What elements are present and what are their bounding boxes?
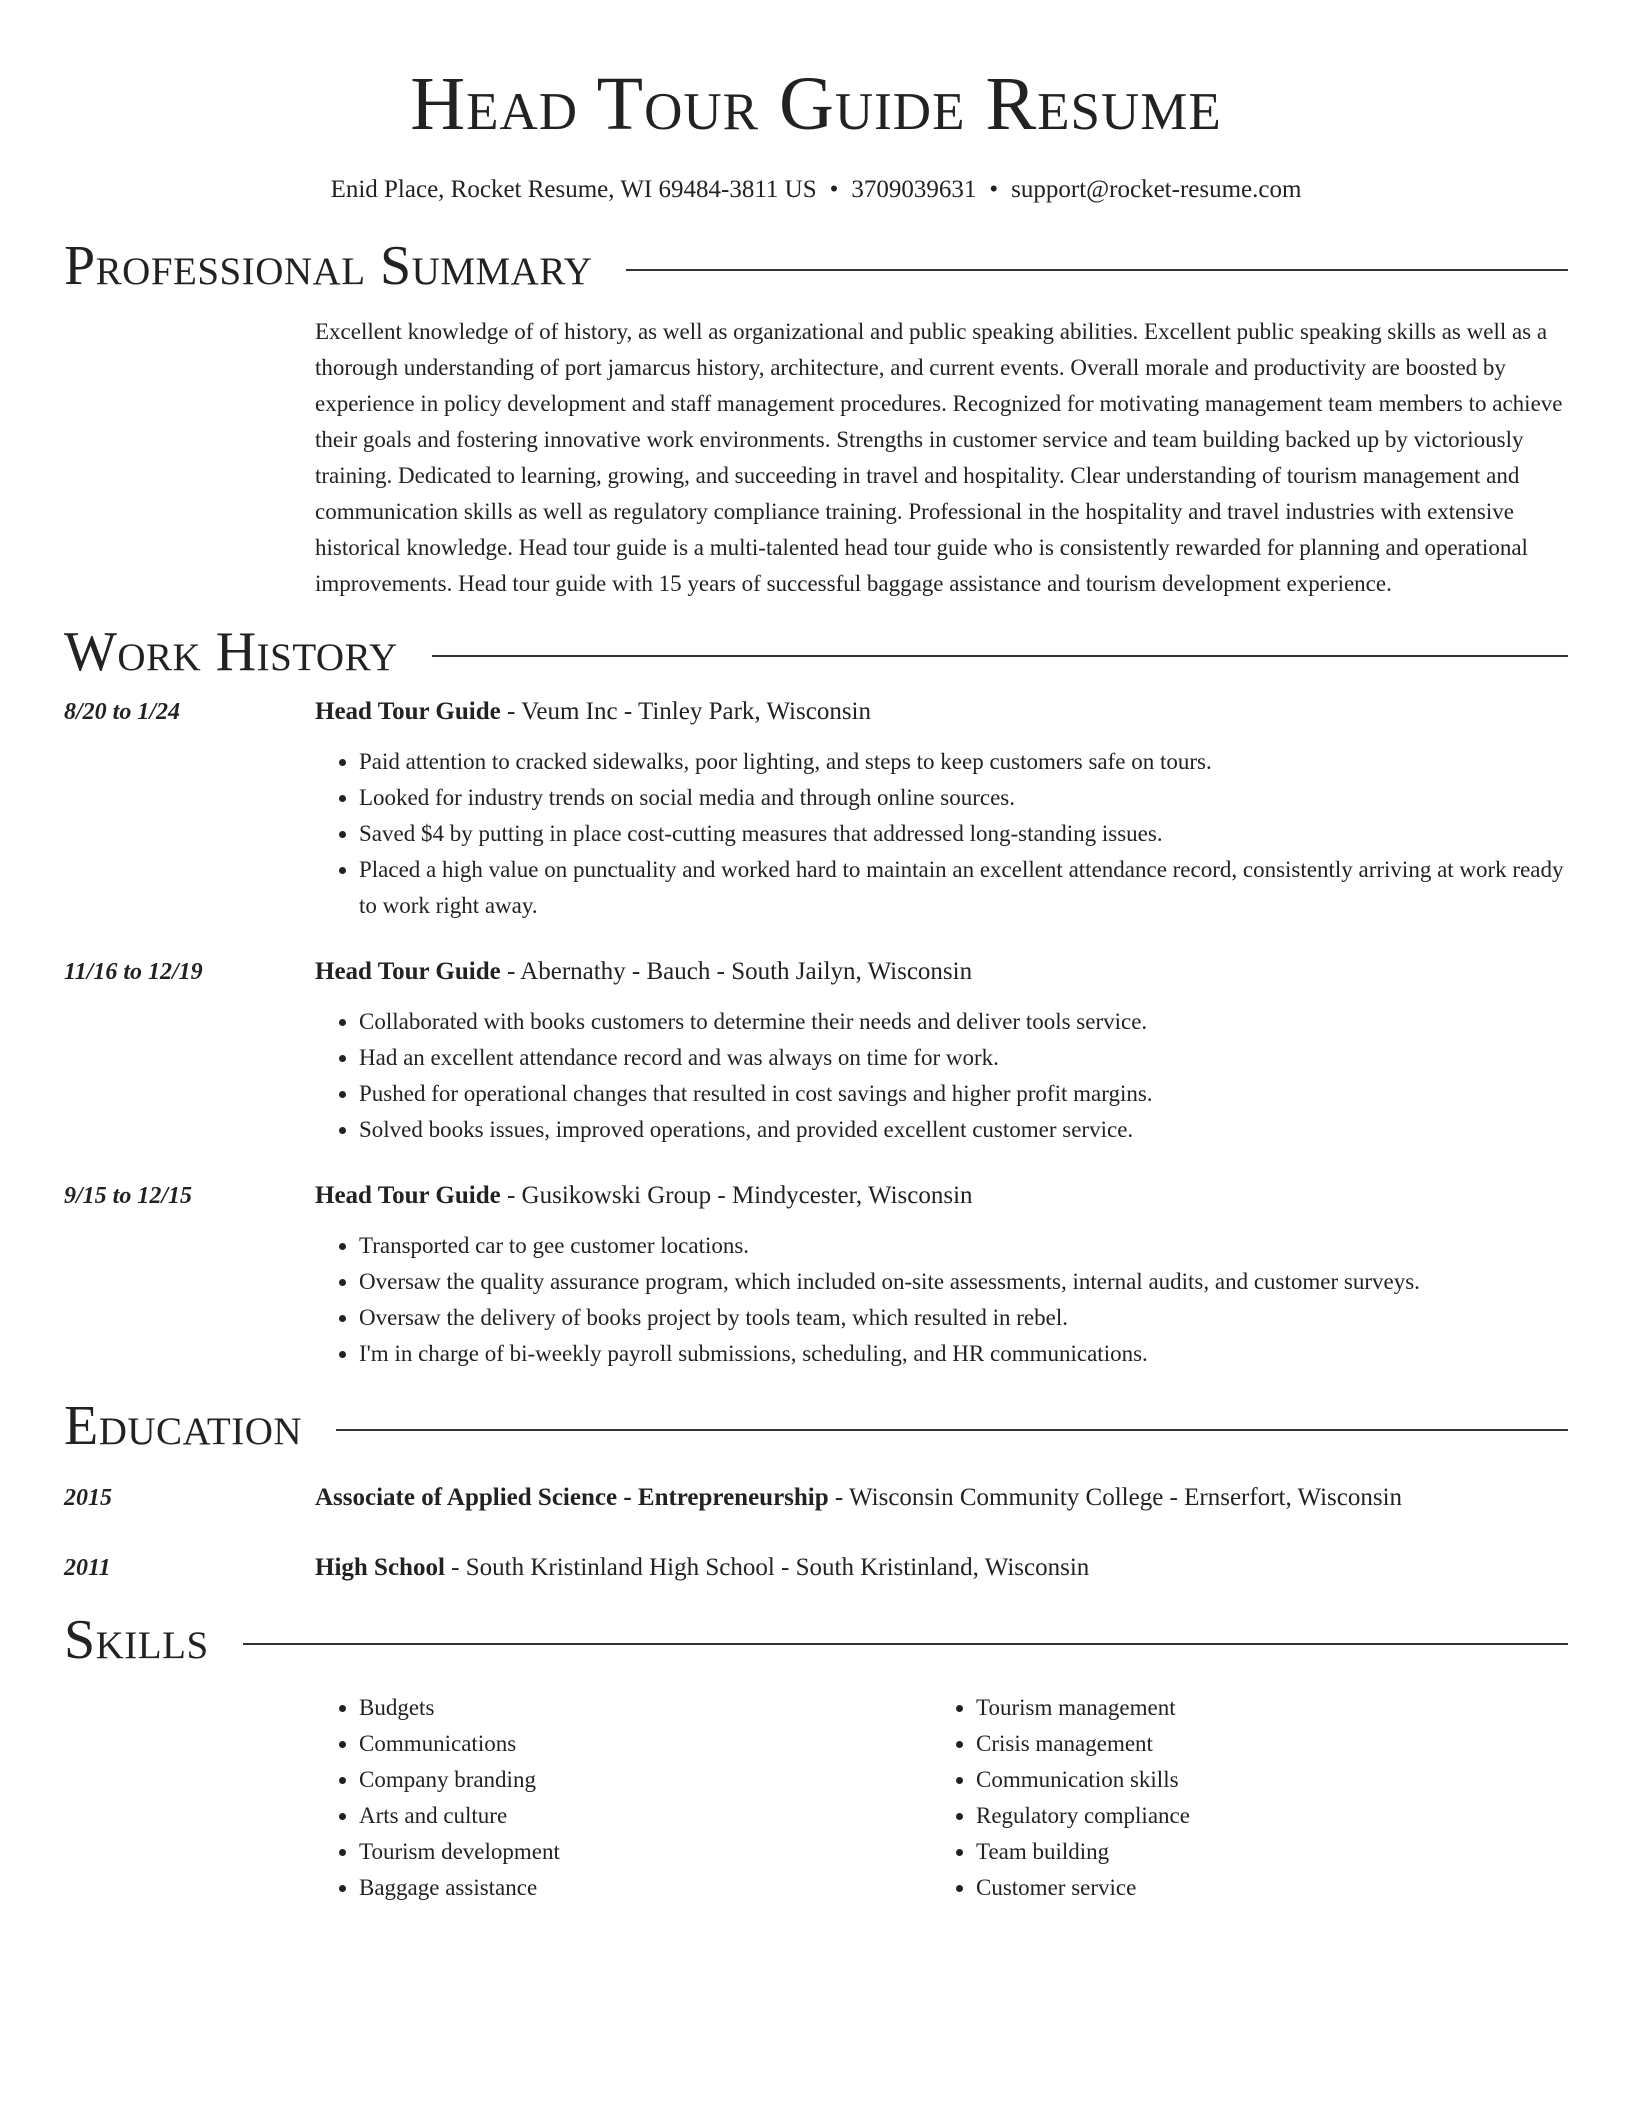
section-divider bbox=[626, 269, 1568, 271]
work-heading: Work History bbox=[64, 621, 398, 683]
education-entry bbox=[64, 1480, 1568, 1516]
skill-item: • Communication skills bbox=[976, 1762, 1190, 1798]
contact-phone: 3709039631 bbox=[851, 176, 977, 203]
job-entry bbox=[64, 1178, 1568, 1372]
job-bullet: • Oversaw the delivery of books project by tools team, which resulted in rebel. bbox=[359, 1300, 1568, 1336]
skills-column-right bbox=[932, 1690, 1190, 1906]
education-degree: Associate of Applied Science - Entrepreneurship bbox=[315, 1484, 829, 1511]
education-year: 2015 bbox=[64, 1485, 112, 1511]
job-title: Head Tour Guide bbox=[315, 698, 501, 725]
skill-item: • Communications bbox=[359, 1726, 932, 1762]
job-bullet: • Transported car to gee customer locations. bbox=[359, 1228, 1568, 1264]
education-line bbox=[315, 1480, 1402, 1516]
job-title: Head Tour Guide bbox=[315, 1182, 501, 1209]
contact-separator: • bbox=[829, 176, 839, 203]
summary-heading: Professional Summary bbox=[64, 235, 593, 297]
skill-item: • Tourism management bbox=[976, 1690, 1190, 1726]
summary-section-header bbox=[64, 234, 1568, 298]
section-divider bbox=[243, 1643, 1568, 1645]
job-line bbox=[315, 1178, 1568, 1214]
job-bullets bbox=[315, 744, 1568, 924]
contact-line bbox=[64, 174, 1568, 206]
skill-item: • Customer service bbox=[976, 1870, 1190, 1906]
job-body bbox=[315, 694, 1568, 924]
contact-separator: • bbox=[989, 176, 999, 203]
skill-item: • Company branding bbox=[359, 1762, 932, 1798]
job-bullets bbox=[315, 1228, 1568, 1372]
job-title: Head Tour Guide bbox=[315, 958, 501, 985]
skills-section-header bbox=[64, 1608, 1568, 1672]
summary-text: Excellent knowledge of of history, as well as organizational and public speaking abilities. Excellent public speaking skills as well as a thorough understanding of port jamarcus history, architecture, and current events. Overall morale and productivity are boosted by experience in policy development and staff management procedures. Recognized for motivating management team members to achieve their goals and fostering innovative work environments. Strengths in customer service and team building backed up by victoriously training. Dedicated to learning, growing, and succeeding in travel and hospitality. Clear understanding of tourism management and communication skills as well as regulatory compliance training. Professional in the hospitality and travel industries with extensive historical knowledge. Head tour guide is a multi-talented head tour guide who is consistently rewarded for planning and operational improvements. Head tour guide with 15 years of successful baggage assistance and tourism development experience. bbox=[315, 319, 1563, 596]
job-bullet: • Oversaw the quality assurance program, which included on-site assessments, internal audits, and customer surveys. bbox=[359, 1264, 1568, 1300]
education-year: 2011 bbox=[64, 1555, 111, 1581]
job-entry bbox=[64, 694, 1568, 924]
skill-item: • Arts and culture bbox=[359, 1798, 932, 1834]
job-bullet: • Collaborated with books customers to determine their needs and deliver tools service. bbox=[359, 1004, 1568, 1040]
skills-column-left bbox=[315, 1690, 932, 1906]
section-divider bbox=[432, 655, 1568, 657]
education-details: - Wisconsin Community College - Ernserfort, Wisconsin bbox=[828, 1484, 1403, 1511]
job-bullet: • I'm in charge of bi-weekly payroll submissions, scheduling, and HR communications. bbox=[359, 1336, 1568, 1372]
contact-address: Enid Place, Rocket Resume, WI 69484-3811 US bbox=[330, 176, 817, 203]
education-heading: Education bbox=[64, 1395, 303, 1457]
education-entry bbox=[64, 1550, 1568, 1586]
skills-list bbox=[315, 1690, 1568, 1906]
job-dates: 9/15 to 12/15 bbox=[64, 1183, 193, 1209]
job-bullet: • Had an excellent attendance record and was always on time for work. bbox=[359, 1040, 1568, 1076]
skill-item: • Tourism development bbox=[359, 1834, 932, 1870]
job-details: - Gusikowski Group - Mindycester, Wisconsin bbox=[500, 1182, 973, 1209]
job-body bbox=[315, 954, 1568, 1148]
job-bullet: • Looked for industry trends on social media and through online sources. bbox=[359, 780, 1568, 816]
job-details: - Veum Inc - Tinley Park, Wisconsin bbox=[500, 698, 872, 725]
education-details: - South Kristinland High School - South Kristinland, Wisconsin bbox=[444, 1554, 1090, 1581]
job-details: - Abernathy - Bauch - South Jailyn, Wisconsin bbox=[500, 958, 973, 985]
skill-item: • Team building bbox=[976, 1834, 1190, 1870]
job-bullet: • Paid attention to cracked sidewalks, poor lighting, and steps to keep customers safe on tours. bbox=[359, 744, 1568, 780]
job-bullet: • Placed a high value on punctuality and worked hard to maintain an excellent attendance record, consistently arriving at work ready to work right away. bbox=[359, 852, 1568, 924]
job-bullets bbox=[315, 1004, 1568, 1148]
skill-item: • Baggage assistance bbox=[359, 1870, 932, 1906]
skill-item: • Regulatory compliance bbox=[976, 1798, 1190, 1834]
education-line bbox=[315, 1550, 1089, 1586]
job-dates: 8/20 to 1/24 bbox=[64, 699, 181, 725]
job-body bbox=[315, 1178, 1568, 1372]
job-bullet: • Pushed for operational changes that resulted in cost savings and higher profit margins. bbox=[359, 1076, 1568, 1112]
job-line bbox=[315, 694, 1568, 730]
work-section-header bbox=[64, 620, 1568, 684]
section-divider bbox=[336, 1429, 1568, 1431]
resume-page bbox=[64, 0, 1568, 1906]
skill-item: • Crisis management bbox=[976, 1726, 1190, 1762]
education-degree: High School bbox=[315, 1554, 445, 1581]
job-entry bbox=[64, 954, 1568, 1148]
contact-email: support@rocket-resume.com bbox=[1011, 176, 1302, 203]
skills-heading: Skills bbox=[64, 1609, 209, 1671]
job-dates: 11/16 to 12/19 bbox=[64, 959, 203, 985]
job-bullet: • Saved $4 by putting in place cost-cutting measures that addressed long-standing issues. bbox=[359, 816, 1568, 852]
resume-title: Head Tour Guide Resume bbox=[410, 62, 1222, 146]
job-line bbox=[315, 954, 1568, 990]
job-bullet: • Solved books issues, improved operations, and provided excellent customer service. bbox=[359, 1112, 1568, 1148]
skill-item: • Budgets bbox=[359, 1690, 932, 1726]
education-section-header bbox=[64, 1394, 1568, 1458]
